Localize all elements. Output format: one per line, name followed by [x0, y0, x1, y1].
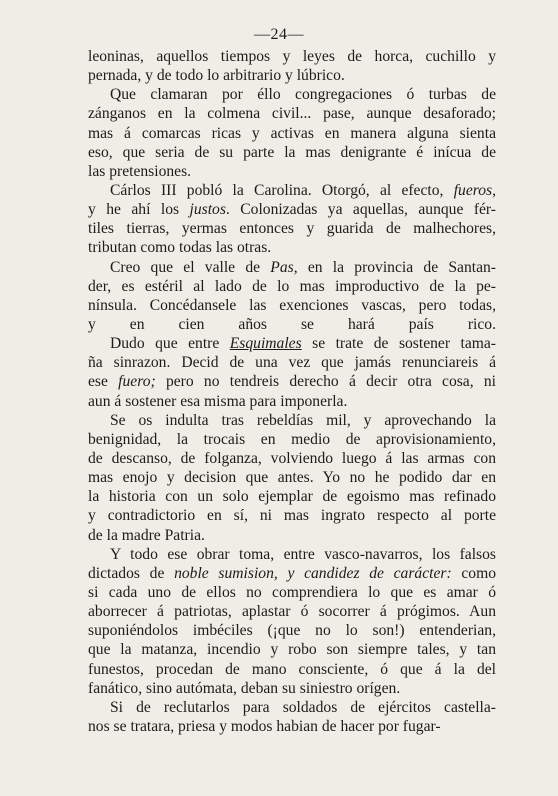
text-run: aborrecer á patriotas, aplastar ó socorrer á prógimos. Aun	[88, 603, 496, 621]
text-run: fanático, sino autómata, deban su siniestro orígen.	[88, 679, 401, 697]
text-run: leoninas, aquellos tiempos y leyes de horca, cuchillo y	[88, 48, 496, 65]
text-line	[88, 200, 496, 219]
text-line	[88, 449, 496, 468]
text-run: Cárlos III pobló la Carolina. Otorgó, al efecto,	[110, 181, 454, 199]
text-line	[88, 621, 496, 640]
text-line	[88, 181, 496, 200]
text-line	[88, 640, 496, 659]
text-run: ese	[88, 373, 119, 391]
emphasized-text: justos	[189, 201, 226, 219]
text-run: aun á sostener esa misma para imponerla.	[88, 392, 348, 410]
text-line	[88, 411, 496, 430]
text-run: y en cien años se hará país rico.	[88, 315, 496, 333]
text-run: . Colonizadas ya aquellas, aunque fér-	[225, 201, 497, 219]
text-line	[88, 660, 496, 679]
text-run: tiles tierras, yermas entonces y guarida de malhechores,	[88, 220, 496, 238]
text-line	[88, 277, 496, 296]
text-line	[88, 698, 496, 717]
text-line	[88, 334, 496, 353]
text-run: suponiéndolos imbéciles (¡que no lo son!) entenderian,	[88, 622, 496, 640]
text-run: que la matanza, incendio y robo son siempre tales, y tan	[88, 641, 496, 659]
text-line	[88, 85, 496, 104]
text-line	[88, 238, 496, 257]
text-run: como	[451, 564, 496, 582]
text-run: mas á comarcas ricas y activas en manera alguna sienta	[88, 124, 496, 142]
emphasized-text: Pas	[270, 258, 294, 276]
text-run: funestos, procedan de mano consciente, ó que á la del	[88, 660, 496, 678]
text-line	[88, 353, 496, 372]
text-run: pernada, y de todo lo arbitrario y lúbrico.	[88, 67, 345, 85]
text-run: eso, que seria de su parte la mas denigrante é inícua de	[88, 143, 496, 161]
text-run: ,	[492, 181, 496, 199]
text-line	[88, 219, 496, 238]
text-run: der, es estéril al lado de lo mas improductivo de la pe-	[88, 277, 496, 295]
text-run: la historia con un solo ejemplar de egoismo mas refinado	[88, 488, 496, 506]
emphasized-text: Esquimales	[229, 335, 302, 353]
text-line	[88, 583, 496, 602]
text-line	[88, 487, 496, 506]
text-run: ña sinrazon. Decid de una vez que jamás renunciareis á	[88, 354, 496, 372]
text-run: las pretensiones.	[88, 162, 192, 180]
text-line	[88, 47, 496, 66]
emphasized-text: noble sumision, y candidez de carácter:	[174, 564, 452, 582]
text-run: pero no tendreis derecho á decir otra cosa, ni	[155, 373, 497, 391]
text-run: Si de reclutarlos para soldados de ejércitos castella-	[110, 698, 496, 716]
text-line	[88, 258, 496, 277]
text-line	[88, 372, 496, 391]
text-line	[88, 468, 496, 487]
text-run: Dudo que entre	[110, 335, 230, 353]
text-run: de descanso, de folganza, volviendo luego á las armas con	[88, 449, 496, 467]
text-line	[88, 392, 496, 411]
text-run: dictados de	[88, 564, 175, 582]
text-line	[88, 717, 496, 736]
text-run: zánganos en la colmena civil... pase, aunque desaforado;	[88, 105, 496, 123]
text-run: se trate de sostener tama-	[301, 335, 497, 353]
text-line	[88, 296, 496, 315]
page-number: —24—	[254, 26, 304, 43]
text-run: nos se tratara, priesa y modos habian de hacer por fugar-	[88, 717, 441, 735]
text-run: y he ahí los	[88, 201, 190, 219]
text-run: benignidad, la trocais en medio de aprovisionamiento,	[88, 430, 496, 448]
text-run: de la madre Patria.	[88, 526, 205, 544]
text-run: nínsula. Concédansele las exenciones vascas, pero todas,	[88, 296, 496, 314]
text-line	[88, 162, 496, 181]
text-line	[88, 143, 496, 162]
text-line	[88, 66, 496, 85]
text-run: si cada uno de ellos no comprendiera lo que es amar ó	[88, 583, 496, 601]
text-line	[88, 545, 496, 564]
text-run: Creo que el valle de	[110, 258, 271, 276]
text-run: mas enojo y decision que antes. Yo no he podido dar en	[88, 469, 496, 487]
text-line	[88, 430, 496, 449]
emphasized-text: fueros	[453, 181, 493, 199]
text-run: tributan como todas las otras.	[88, 239, 272, 257]
text-run: Se os indulta tras rebeldías mil, y aprovechando la	[110, 411, 496, 429]
text-line	[88, 602, 496, 621]
text-line	[88, 315, 496, 334]
text-line	[88, 526, 496, 545]
text-line	[88, 104, 496, 123]
text-line	[88, 124, 496, 143]
emphasized-text: fuero;	[118, 373, 156, 391]
text-line	[88, 506, 496, 525]
text-run: Que clamaran por éllo congregaciones ó turbas de	[110, 86, 496, 104]
text-line	[88, 679, 496, 698]
text-line	[88, 564, 496, 583]
text-run: , en la provincia de Santan-	[293, 258, 496, 276]
text-run: Y todo ese obrar toma, entre vasco-navarros, los falsos	[110, 545, 496, 563]
body-text	[88, 47, 496, 736]
text-run: y contradictorio en sí, ni mas ingrato respecto al porte	[88, 507, 496, 525]
